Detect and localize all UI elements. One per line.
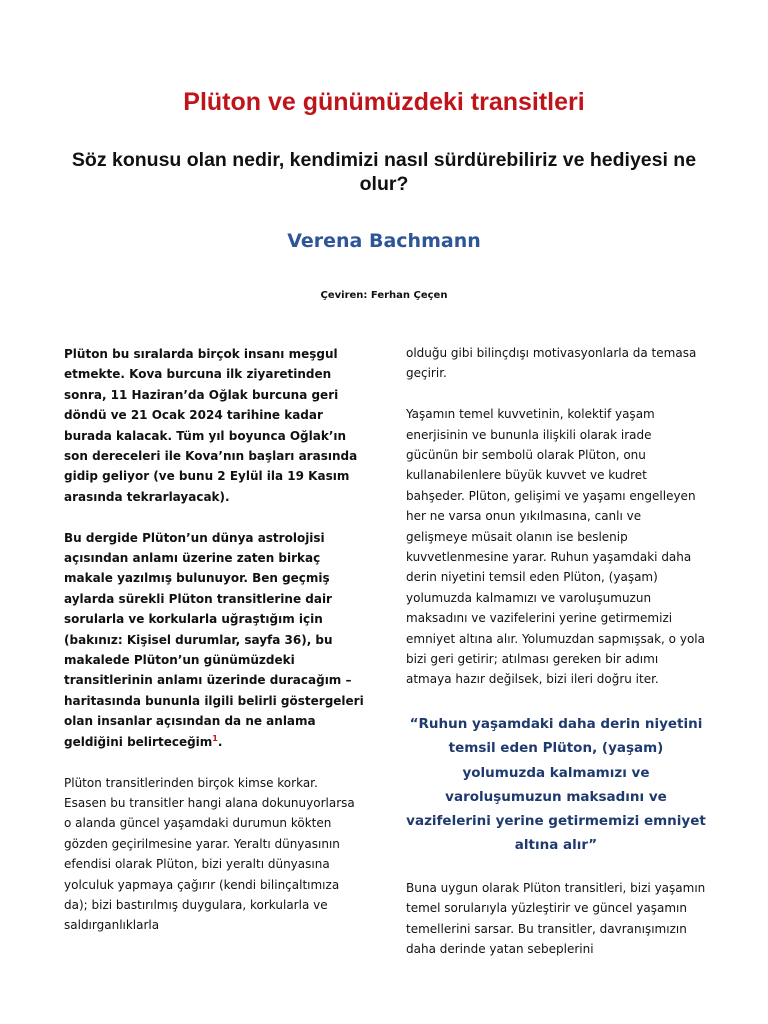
left-column <box>64 344 364 956</box>
article-subtitle: Söz konusu olan nedir, kendimizi nasıl sürdürebiliriz ve hediyesi ne olur? <box>71 149 697 195</box>
author-name: Verena Bachmann <box>287 230 481 252</box>
article-title: Plüton ve günümüzdeki transitleri <box>183 88 585 116</box>
right-paragraph-1: olduğu gibi bilinçdışı motivasyonlarla da temasa geçirir. <box>406 346 697 381</box>
left-paragraph-3: Plüton transitlerinden birçok kimse korkar. Esasen bu transitler hangi alana dokunuyorlarsa o alanda güncel yaşamdaki durumun kökten gözden geçirilmesine yarar. Yeraltı dünyasının efendisi olarak Plüton, bizi yeraltı dünyasına yolculuk yapmaya çağırır (kendi bilinçaltımıza da); bizi bastırılmış duygulara, korkularla ve saldırganlıklarla <box>64 775 355 933</box>
translator-credit: Çeviren: Ferhan Çeçen <box>320 290 448 301</box>
left-paragraph-1: Plüton bu sıralarda birçok insanı meşgul etmekte. Kova burcuna ilk ziyaretinden sonra, 11 Haziran’da Oğlak burcuna geri döndü ve 21 Ocak 2024 tarihine kadar burada kalacak. Tüm yıl boyunca Oğlak’ın son dereceleri ile Kova’nın başları arasında gidip geliyor (ve bunu 2 Eylül ila 19 Kasım arasında tekrarlayacak). <box>64 347 358 504</box>
right-column <box>406 343 706 980</box>
right-paragraph-2: Yaşamın temel kuvvetinin, kolektif yaşam enerjisinin ve bununla ilişkili olarak irade gücünün bir sembolü olarak Plüton, onu kullanabilenlere büyük kuvvet ve kudret bahşeder. Plüton, gelişimi ve yaşamı engelleyen her ne varsa onun yıkılmasına, canlı ve gelişmeye müsait olanın ise beslenip kuvvetlenmesine yarar. Ruhun yaşamdaki daha derin niyetini temsil eden Plüton, (yaşam) yolumuzda kalmamızı ve varoluşumuzun maksadını ve vazifelerini yerine getirmemizi emniyet altına alır. Yolumuzdan sapmışsak, o yola bizi geri getirir; atılması gereken bir adımı atmaya hazır değilsek, bizi ileri doğru iter. <box>406 407 705 687</box>
left-paragraph-2-end: . <box>217 734 223 749</box>
footnote-marker[interactable]: 1 <box>212 733 218 743</box>
pull-quote: “Ruhun yaşamdaki daha derin niyetini temsil eden Plüton, (yaşam) yolumuzda kalmamızı ve varoluşumuzun maksadını ve vazifelerini yerine getirmemizi emniyet altına alır” <box>406 716 706 854</box>
right-paragraph-3: Buna uygun olarak Plüton transitleri, bizi yaşamın temel sorularıyla yüzleştirir ve güncel yaşamın temellerini sarsar. Bu transitler, davranışımızın daha derinde yatan sebeplerini <box>406 880 706 957</box>
left-paragraph-2-text: Bu dergide Plüton’un dünya astrolojisi açısından anlamı üzerine zaten birkaç makale yazılmış bulunuyor. Ben geçmiş aylarda sürekli Plüton transitlerine dair sorularla ve korkularla uğraştığım için (bakınız: Kişisel durumlar, sayfa 36), bu makalede Plüton’un günümüzdeki transitlerinin anlamı üzerinde duracağım – haritasında bununla ilgili belirli göstergeleri olan insanlar açısından da ne anlama geldiğini belirteceğim <box>64 530 364 749</box>
left-paragraph-2 <box>64 528 364 752</box>
